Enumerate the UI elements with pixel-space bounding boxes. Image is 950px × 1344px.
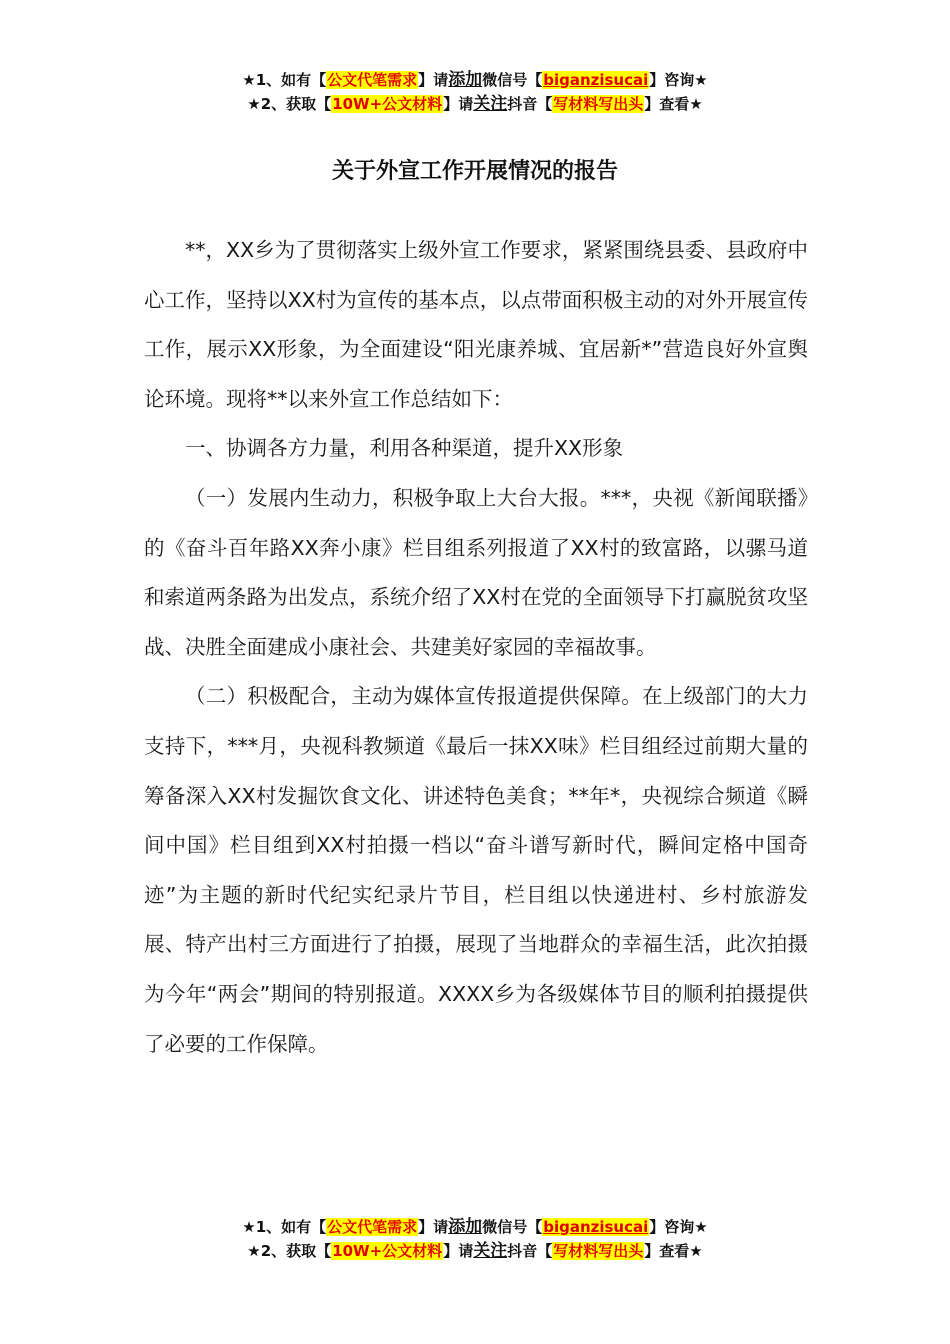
banner-line-2 bbox=[0, 1239, 950, 1263]
top-banner bbox=[0, 68, 950, 116]
banner-text: 】请 bbox=[418, 71, 449, 89]
banner-text: ★1、如有【 bbox=[242, 71, 327, 89]
highlight-writing-service: 公文代笔需求 bbox=[327, 71, 418, 89]
banner-text: 】查看★ bbox=[644, 1242, 703, 1260]
banner-emphasis: 添加 bbox=[448, 1217, 483, 1237]
wechat-id-link[interactable]: biganzisucai bbox=[543, 71, 649, 89]
banner-text: 】咨询★ bbox=[649, 71, 708, 89]
highlight-materials: 10W+公文材料 bbox=[332, 1242, 443, 1260]
highlight-writing-service: 公文代笔需求 bbox=[327, 1218, 418, 1236]
document-title: 关于外宣工作开展情况的报告 bbox=[331, 159, 618, 184]
banner-text: 】请 bbox=[443, 95, 474, 113]
banner-text: 抖音【 bbox=[507, 1242, 553, 1260]
banner-text: 】请 bbox=[418, 1218, 449, 1236]
banner-line-1 bbox=[0, 1215, 950, 1239]
banner-text: ★2、获取【 bbox=[247, 95, 332, 113]
paragraph-subsection-2: （二）积极配合，主动为媒体宣传报道提供保障。在上级部门的大力支持下，***月，央视科教频道《最后一抹XX味》栏目组经过前期大量的筹备深入XX村发掘饮食文化、讲述特色美食；**年*，央视综合频道《瞬间中国》栏目组到XX村拍摄一档以“奋斗谱写新时代，瞬间定格中国奇迹”为主题的新时代纪实纪录片节目，栏目组以快递进村、乡村旅游发展、特产出村三方面进行了拍摄，展现了当地群众的幸福生活，此次拍摄为今年“两会”期间的特别报道。XXXX乡为各级媒体节目的顺利拍摄提供了必要的工作保障。 bbox=[144, 684, 808, 1056]
paragraph-intro: **，XX乡为了贯彻落实上级外宣工作要求，紧紧围绕县委、县政府中心工作，坚持以XX村为宣传的基本点，以点带面积极主动的对外开展宣传工作，展示XX形象，为全面建设“阳光康养城、宜居新*”营造良好外宣舆论环境。现将**以来外宣工作总结如下： bbox=[144, 238, 808, 411]
bottom-banner bbox=[0, 1215, 950, 1263]
banner-line-1 bbox=[0, 68, 950, 92]
banner-text: 】请 bbox=[443, 1242, 474, 1260]
banner-text: 微信号【 bbox=[482, 71, 543, 89]
douyin-account: 写材料写出头 bbox=[553, 95, 644, 113]
banner-emphasis: 关注 bbox=[473, 1241, 508, 1261]
section-heading-1: 一、协调各方力量，利用各种渠道，提升XX形象 bbox=[185, 436, 624, 461]
document-body bbox=[144, 226, 808, 1069]
banner-emphasis: 添加 bbox=[448, 70, 483, 90]
douyin-account: 写材料写出头 bbox=[553, 1242, 644, 1260]
banner-text: 】查看★ bbox=[644, 95, 703, 113]
banner-text: 抖音【 bbox=[507, 95, 553, 113]
banner-text: ★2、获取【 bbox=[247, 1242, 332, 1260]
wechat-id-link[interactable]: biganzisucai bbox=[543, 1218, 649, 1236]
banner-text: ★1、如有【 bbox=[242, 1218, 327, 1236]
highlight-materials: 10W+公文材料 bbox=[332, 95, 443, 113]
banner-line-2 bbox=[0, 92, 950, 116]
banner-text: 微信号【 bbox=[482, 1218, 543, 1236]
paragraph-subsection-1: （一）发展内生动力，积极争取上大台大报。***，央视《新闻联播》的《奋斗百年路XX奔小康》栏目组系列报道了XX村的致富路，以骡马道和索道两条路为出发点，系统介绍了XX村在党的全面领导下打赢脱贫攻坚战、决胜全面建成小康社会、共建美好家园的幸福故事。 bbox=[144, 485, 808, 659]
banner-emphasis: 关注 bbox=[473, 94, 508, 114]
banner-text: 】咨询★ bbox=[649, 1218, 708, 1236]
